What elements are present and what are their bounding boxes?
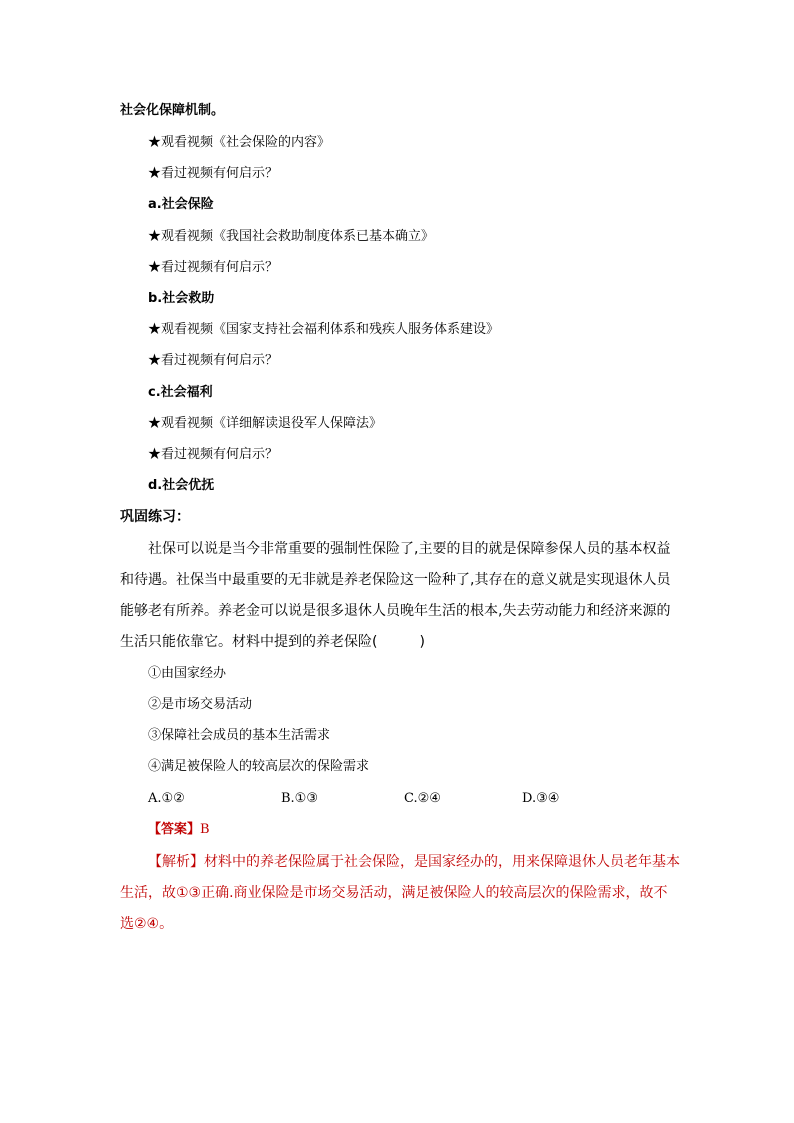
material-line: 社保可以说是当今非常重要的强制性保险了,主要的目的就是保障参保人员的基本权益	[148, 541, 671, 557]
answer-value: B	[200, 822, 210, 837]
video-prompt: ★观看视频《详细解读退役军人保障法》	[148, 416, 383, 431]
reflection-question: ★看过视频有何启示？	[148, 260, 279, 275]
option-b: B.①③	[281, 791, 318, 806]
paragraph-tail: 社会化保障机制。	[120, 103, 225, 118]
analysis-line: 生活，故①③正确.商业保险是市场交易活动，满足被保险人的较高层次的保险需求，故不	[120, 885, 668, 901]
video-prompt: ★观看视频《国家支持社会福利体系和残疾人服务体系建设》	[148, 322, 500, 337]
video-prompt: ★观看视频《社会保险的内容》	[148, 135, 331, 150]
option-a: A.①②	[148, 791, 185, 806]
statement-item: ②是市场交易活动	[148, 697, 253, 712]
statement-item: ①由国家经办	[148, 666, 227, 681]
reflection-question: ★看过视频有何启示？	[148, 353, 279, 368]
exercise-heading: 巩固练习：	[120, 509, 190, 525]
question-stem: 生活只能依靠它。材料中提到的养老保险( )	[120, 634, 425, 650]
statement-item: ③保障社会成员的基本生活需求	[148, 728, 331, 743]
subheading-d: d.社会优抚	[148, 478, 215, 493]
video-prompt: ★观看视频《我国社会救助制度体系已基本确立》	[148, 229, 435, 244]
analysis-label: 【解析】	[148, 854, 204, 870]
reflection-question: ★看过视频有何启示？	[148, 447, 279, 462]
subheading-c: c.社会福利	[148, 385, 213, 400]
material-line: 能够老有所养。养老金可以说是很多退休人员晚年生活的根本,失去劳动能力和经济来源的	[120, 603, 671, 619]
answer-label: 【答案】	[148, 822, 201, 837]
option-d: D.③④	[522, 791, 560, 806]
material-line: 和待遇。社保当中最重要的无非就是养老保险这一险种了,其存在的意义就是实现退休人员	[120, 572, 671, 588]
statement-item: ④满足被保险人的较高层次的保险需求	[148, 759, 370, 774]
reflection-question: ★看过视频有何启示？	[148, 166, 279, 181]
analysis-line: 选②④。	[120, 916, 174, 932]
subheading-b: b.社会救助	[148, 291, 215, 306]
option-c: C.②④	[404, 791, 441, 806]
answer-line	[148, 820, 210, 840]
analysis-line	[148, 852, 680, 872]
subheading-a: a.社会保险	[148, 197, 214, 212]
analysis-text: 材料中的养老保险属于社会保险，是国家经办的，用来保障退休人员老年基本	[204, 854, 680, 870]
